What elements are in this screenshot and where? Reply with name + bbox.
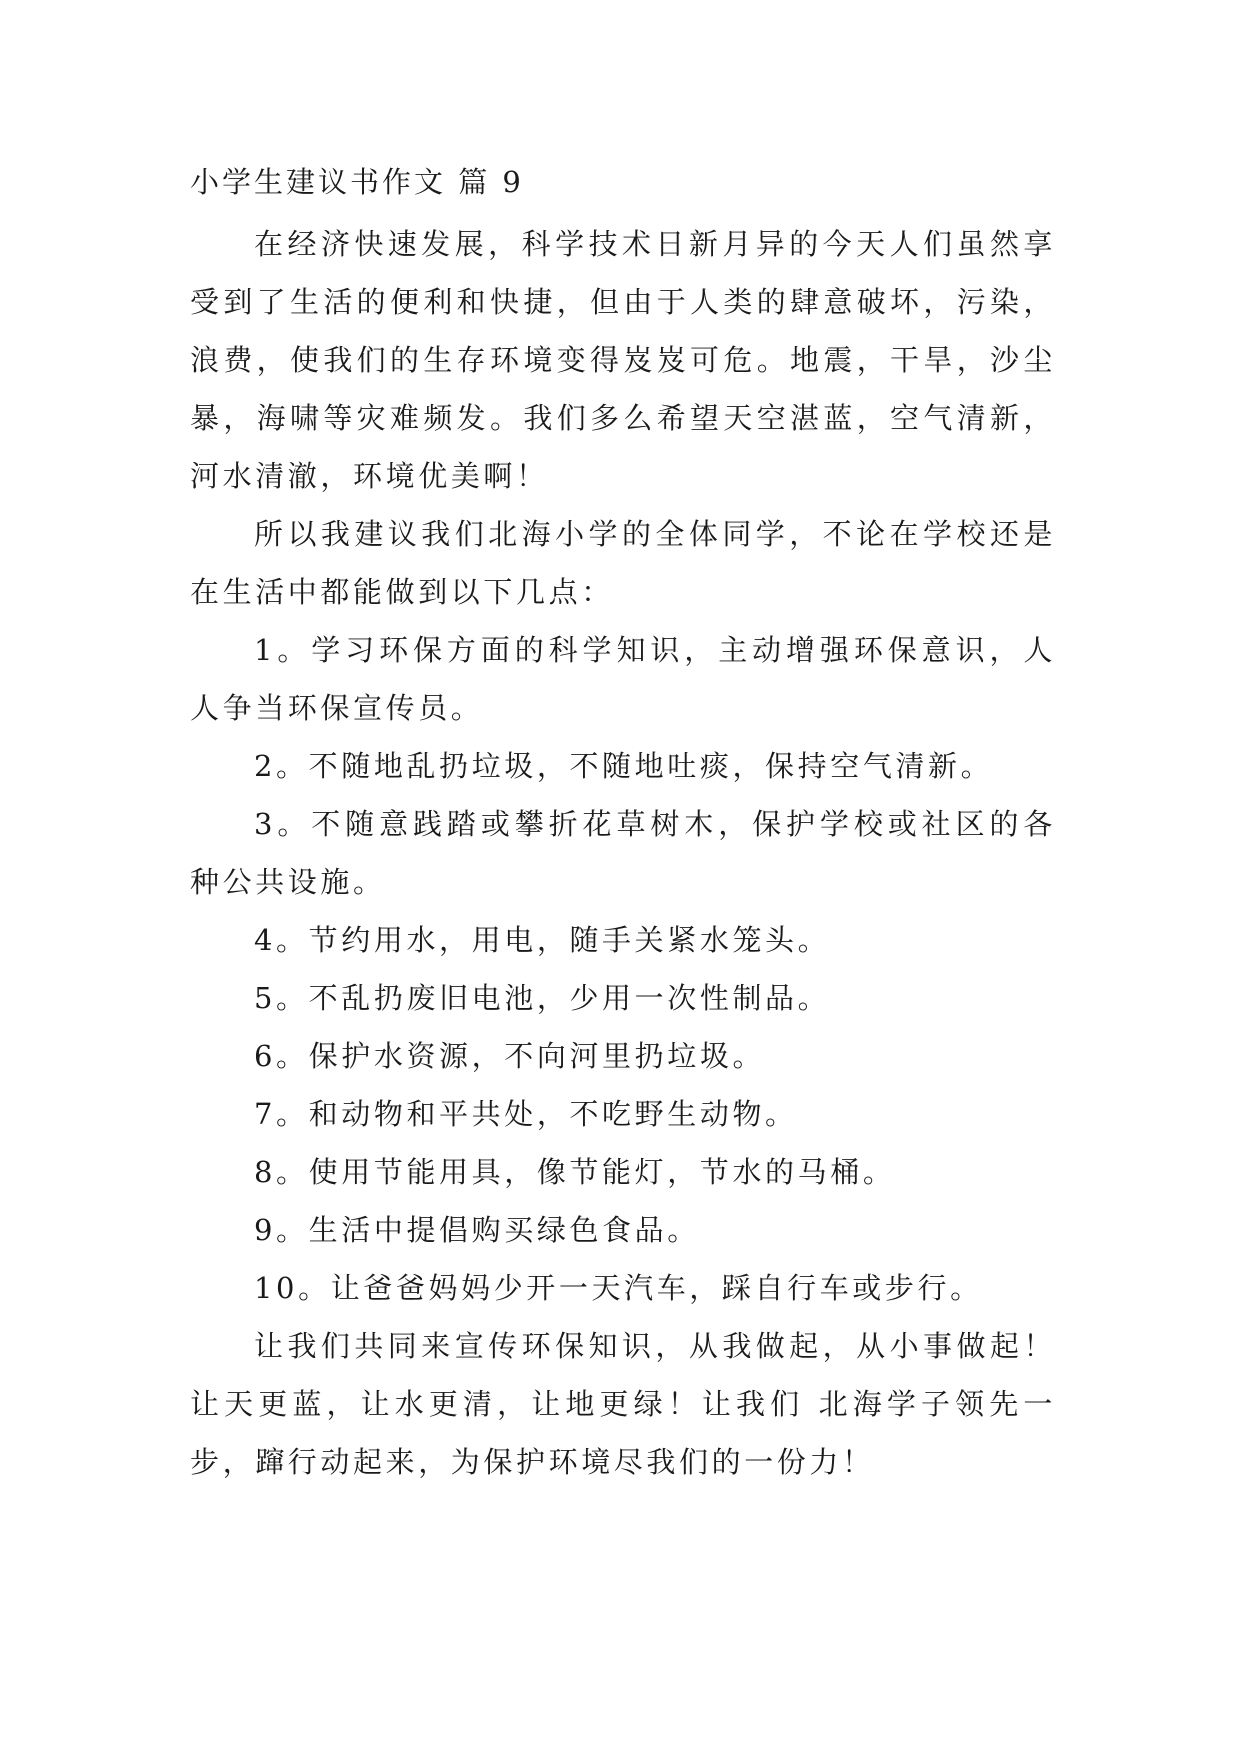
list-item-6: 6。保护水资源，不向河里扔垃圾。 (254, 1039, 766, 1073)
paragraph-intro: 在经济快速发展，科学技术日新月异的今天人们虽然享受到了生活的便利和快捷，但由于人类的肆意破坏，污染，浪费，使我们的生存环境变得岌岌可危。地震，干旱，沙尘暴，海啸等灾难频发。我们多么希望天空湛蓝，空气清新，河水清澈，环境优美啊！ (190, 227, 1056, 493)
list-item-10: 10。让爸爸妈妈少开一天汽车，踩自行车或步行。 (254, 1271, 983, 1305)
list-item-7: 7。和动物和平共处，不吃野生动物。 (254, 1097, 798, 1131)
list-item-2: 2。不随地乱扔垃圾，不随地吐痰，保持空气清新。 (254, 749, 994, 783)
list-item-9: 9。生活中提倡购买绿色食品。 (254, 1213, 700, 1247)
list-item-1: 1。学习环保方面的科学知识，主动增强环保意识，人人争当环保宣传员。 (190, 633, 1056, 725)
list-item-3: 3。不随意践踏或攀折花草树木，保护学校或社区的各种公共设施。 (190, 807, 1056, 899)
list-item-5: 5。不乱扔废旧电池，少用一次性制品。 (254, 981, 831, 1015)
paragraph-conclusion: 让我们共同来宣传环保知识，从我做起，从小事做起！让天更蓝，让水更清，让地更绿！让我们 北海学子领先一步，蹿行动起来，为保护环境尽我们的一份力！ (190, 1329, 1056, 1479)
document-title: 小学生建议书作文 篇 9 (190, 165, 524, 199)
paragraph-proposal: 所以我建议我们北海小学的全体同学，不论在学校还是在生活中都能做到以下几点： (190, 517, 1056, 609)
list-item-8: 8。使用节能用具，像节能灯，节水的马桶。 (254, 1155, 896, 1189)
list-item-4: 4。节约用水，用电，随手关紧水笼头。 (254, 923, 831, 957)
document-body (190, 215, 1056, 1491)
